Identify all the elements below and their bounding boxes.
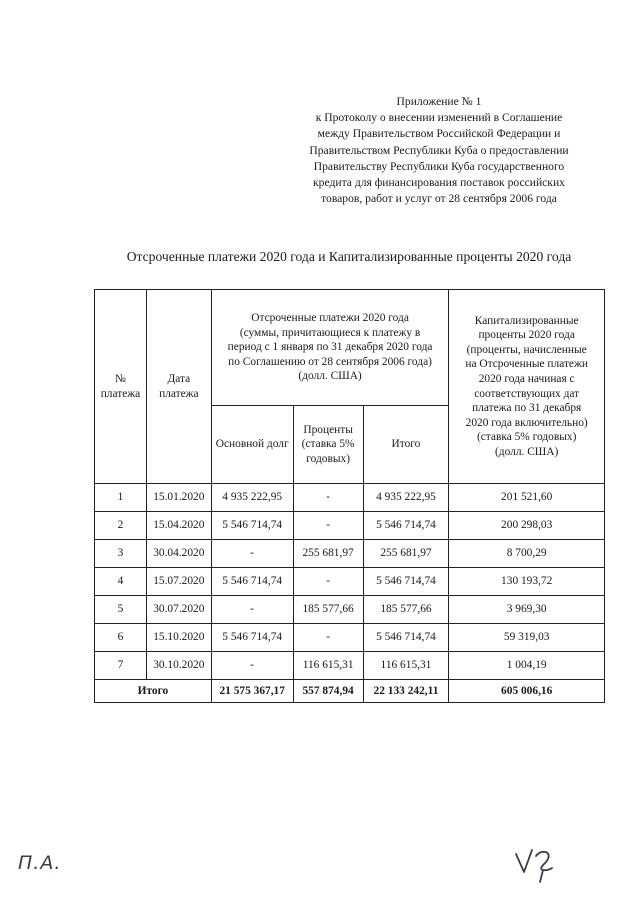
cell-principal: 4 935 222,95 (211, 484, 293, 512)
cell-subtotal: 5 546 714,74 (363, 568, 449, 596)
cell-principal: 5 546 714,74 (211, 512, 293, 540)
total-principal: 21 575 367,17 (211, 680, 293, 703)
total-subtotal: 22 133 242,11 (363, 680, 449, 703)
cell-no: 6 (95, 624, 147, 652)
cell-interest: - (293, 568, 363, 596)
header-interest: Проценты (ставка 5% годовых) (293, 406, 363, 484)
cell-date: 30.10.2020 (146, 652, 211, 680)
table-row (95, 540, 605, 568)
cell-capitalized: 59 319,03 (449, 624, 605, 652)
cell-no: 3 (95, 540, 147, 568)
cell-subtotal: 116 615,31 (363, 652, 449, 680)
cell-subtotal: 5 546 714,74 (363, 512, 449, 540)
cell-principal: - (211, 596, 293, 624)
table-row (95, 568, 605, 596)
cell-capitalized: 8 700,29 (449, 540, 605, 568)
header-payment-date: Дата платежа (146, 290, 211, 484)
cell-date: 15.04.2020 (146, 512, 211, 540)
table-row (95, 596, 605, 624)
cell-no: 5 (95, 596, 147, 624)
cell-date: 15.07.2020 (146, 568, 211, 596)
appendix-line: Правительством Республики Куба о предоставлении (309, 143, 569, 157)
cell-date: 15.10.2020 (146, 624, 211, 652)
header-capitalized-interest: Капитализированные проценты 2020 года (проценты, начисленные на Отсроченные платежи 2020 года начиная с соответствующих дат платежа по 31 декабря 2020 года включительно) (ставка 5% годовых) (долл. США) (449, 290, 605, 484)
header-payment-no: № платежа (95, 290, 147, 484)
cell-interest: - (293, 484, 363, 512)
cell-interest: - (293, 624, 363, 652)
table-row (95, 652, 605, 680)
cell-date: 15.01.2020 (146, 484, 211, 512)
cell-subtotal: 185 577,66 (363, 596, 449, 624)
total-capitalized: 605 006,16 (449, 680, 605, 703)
totals-row (95, 680, 605, 703)
appendix-line: товаров, работ и услуг от 28 сентября 2006 года (321, 192, 557, 206)
cell-capitalized: 130 193,72 (449, 568, 605, 596)
table-row (95, 624, 605, 652)
cell-interest: 116 615,31 (293, 652, 363, 680)
cell-principal: 5 546 714,74 (211, 624, 293, 652)
cell-capitalized: 201 521,60 (449, 484, 605, 512)
table-row (95, 484, 605, 512)
appendix-line: Приложение № 1 (396, 95, 482, 108)
table-header-row (95, 290, 605, 406)
cell-principal: - (211, 652, 293, 680)
appendix-line: Правительству Республики Куба государственного (313, 159, 565, 173)
header-subtotal: Итого (363, 406, 449, 484)
total-interest: 557 874,94 (293, 680, 363, 703)
cell-capitalized: 1 004,19 (449, 652, 605, 680)
payments-table (94, 289, 605, 703)
document-title: Отсроченные платежи 2020 года и Капитализированные проценты 2020 года (126, 249, 572, 264)
cell-no: 2 (95, 512, 147, 540)
cell-capitalized: 200 298,03 (449, 512, 605, 540)
header-deferred-payments: Отсроченные платежи 2020 года (суммы, причитающиеся к платежу в период с 1 января по 31 декабря 2020 года по Соглашению от 28 сентября 2006 года) (долл. США) (211, 290, 449, 406)
cell-principal: 5 546 714,74 (211, 568, 293, 596)
appendix-line: кредита для финансирования поставок российских (313, 176, 565, 190)
appendix-line: между Правительством Российской Федерации и (317, 127, 561, 141)
cell-interest: - (293, 512, 363, 540)
cell-no: 1 (95, 484, 147, 512)
signature-mark (512, 842, 558, 886)
cell-capitalized: 3 969,30 (449, 596, 605, 624)
cell-subtotal: 4 935 222,95 (363, 484, 449, 512)
cell-interest: 185 577,66 (293, 596, 363, 624)
table-row (95, 512, 605, 540)
cell-subtotal: 255 681,97 (363, 540, 449, 568)
handwritten-initials: П.А. (18, 852, 62, 874)
cell-interest: 255 681,97 (293, 540, 363, 568)
cell-principal: - (211, 540, 293, 568)
cell-date: 30.07.2020 (146, 596, 211, 624)
cell-no: 4 (95, 568, 147, 596)
header-principal: Основной долг (211, 406, 293, 484)
appendix-note (292, 94, 586, 207)
totals-label: Итого (95, 680, 212, 703)
appendix-line: к Протоколу о внесении изменений в Соглашение (315, 111, 563, 125)
cell-subtotal: 5 546 714,74 (363, 624, 449, 652)
cell-no: 7 (95, 652, 147, 680)
cell-date: 30.04.2020 (146, 540, 211, 568)
